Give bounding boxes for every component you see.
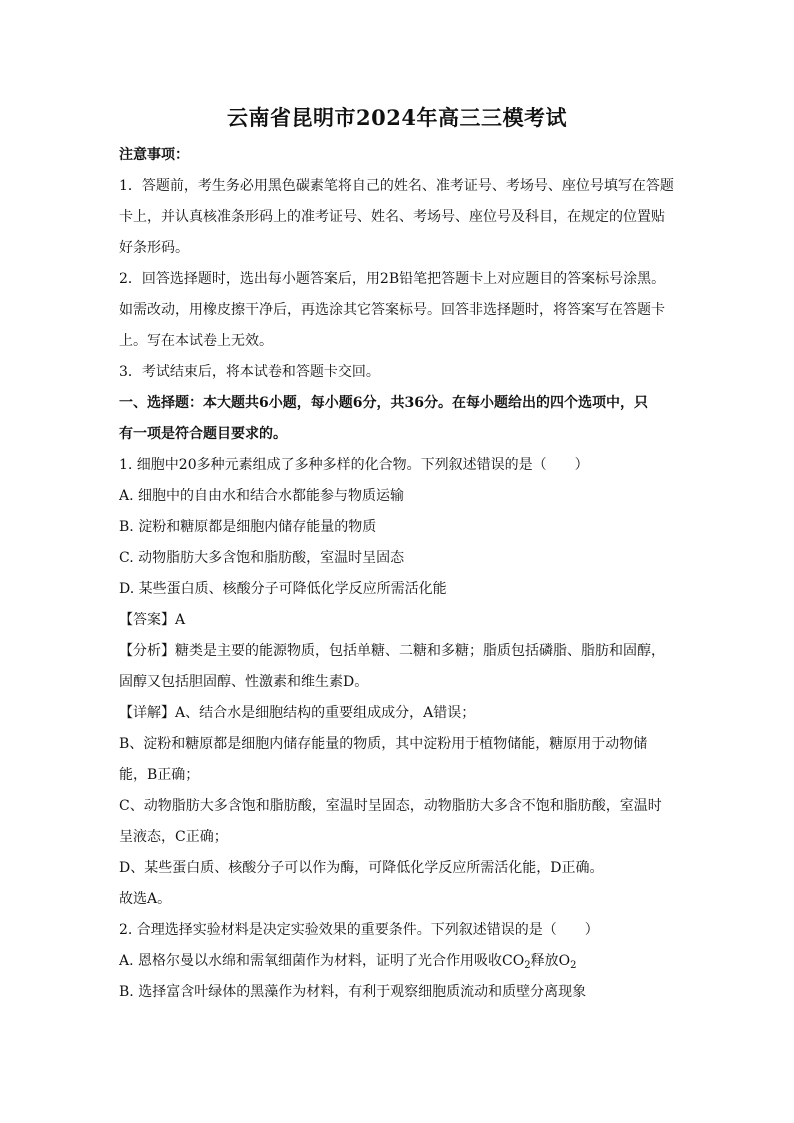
notice-line: 卡上，并认真核准条形码上的准考证号、姓名、考场号、座位号及科目，在规定的位置贴 xyxy=(119,209,665,225)
subscript: 2 xyxy=(524,960,531,971)
question-2-option-b: B. 选择富含叶绿体的黑藻作为材料，有利于观察细胞质流动和质壁分离现象 xyxy=(119,984,587,1000)
notice-line: 3．考试结束后，将本试卷和答题卡交回。 xyxy=(119,364,380,380)
notice-line: 上。写在本试卷上无效。 xyxy=(119,333,273,349)
subscript: 2 xyxy=(570,960,577,971)
notice-line: 2．回答选择题时，选出每小题答案后，用2B铅笔把答题卡上对应题目的答案标号涂黑。 xyxy=(119,271,666,287)
section-heading: 有一项是符合题目要求的。 xyxy=(119,426,287,442)
question-2-option-a xyxy=(119,946,679,977)
question-2-stem: 2. 合理选择实验材料是决定实验效果的重要条件。下列叙述错误的是（ ） xyxy=(119,922,599,938)
question-1-option-c: C. 动物脂肪大多含饱和脂肪酸，室温时呈固态 xyxy=(119,550,405,566)
question-1-explanation: 故选A。 xyxy=(119,891,172,907)
notice-line: 好条形码。 xyxy=(119,240,189,256)
document-title: 云南省昆明市2024年高三三模考试 xyxy=(227,105,567,130)
question-1-option-a: A. 细胞中的自由水和结合水都能参与物质运输 xyxy=(119,488,405,504)
question-1-explanation: C、动物脂肪大多含饱和脂肪酸，室温时呈固态，动物脂肪大多含不饱和脂肪酸，室温时 xyxy=(119,798,662,814)
option-a-text: 释放O xyxy=(530,953,571,969)
question-1-analysis: 固醇又包括胆固醇、性激素和维生素D。 xyxy=(119,674,369,690)
option-a-text: A. 恩格尔曼以水绵和需氧细菌作为材料，证明了光合作用吸收CO xyxy=(119,953,525,969)
question-1-explanation: B、淀粉和糖原都是细胞内储存能量的物质，其中淀粉用于植物储能，糖原用于动物储 xyxy=(119,736,648,752)
notice-line: 如需改动，用橡皮擦干净后，再选涂其它答案标号。回答非选择题时，将答案写在答题卡 xyxy=(119,302,665,318)
document-body xyxy=(119,140,679,1008)
question-1-answer: 【答案】A xyxy=(119,612,186,628)
question-1-explanation: 能，B正确； xyxy=(119,767,200,783)
question-1-explanation: D、某些蛋白质、核酸分子可以作为酶，可降低化学反应所需活化能，D正确。 xyxy=(119,860,604,876)
question-1-explanation: 【详解】A、结合水是细胞结构的重要组成成分，A错误； xyxy=(119,705,476,721)
notice-line: 1．答题前，考生务必用黑色碳素笔将自己的姓名、准考证号、考场号、座位号填写在答题 xyxy=(119,178,674,194)
question-1-option-d: D. 某些蛋白质、核酸分子可降低化学反应所需活化能 xyxy=(119,581,447,597)
section-heading: 一、选择题：本大题共6小题，每小题6分，共36分。在每小题给出的四个选项中，只 xyxy=(119,395,648,411)
question-1-option-b: B. 淀粉和糖原都是细胞内储存能量的物质 xyxy=(119,519,377,535)
notice-heading: 注意事项： xyxy=(119,147,189,163)
question-1-explanation: 呈液态，C正确； xyxy=(119,829,228,845)
question-1-analysis: 【分析】糖类是主要的能源物质，包括单糖、二糖和多糖；脂质包括磷脂、脂肪和固醇， xyxy=(119,643,665,659)
question-1-stem: 1. 细胞中20多种元素组成了多种多样的化合物。下列叙述错误的是（ ） xyxy=(119,457,589,473)
